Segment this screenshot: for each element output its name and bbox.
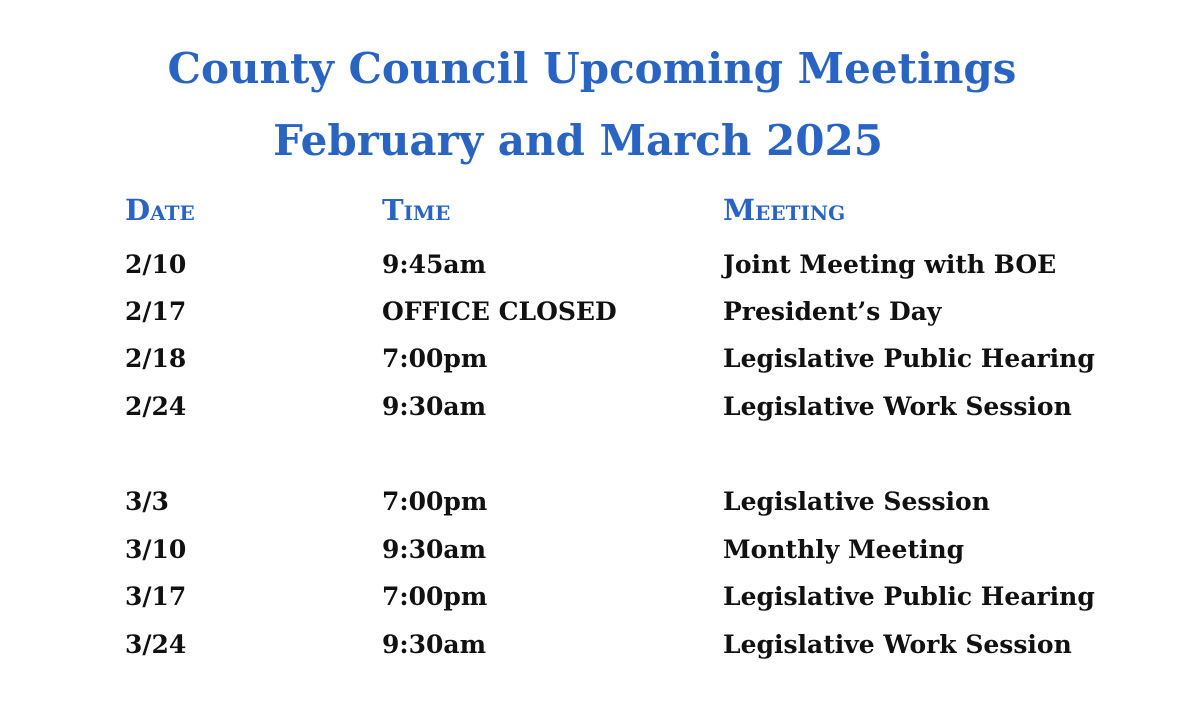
meeting-name: President’s Day [723, 297, 942, 326]
meeting-date: 2/18 [125, 344, 187, 373]
list-item [0, 580, 1200, 614]
list-item [0, 248, 1200, 282]
meeting-time: 7:00pm [382, 344, 488, 373]
meeting-date: 2/10 [125, 250, 187, 279]
meeting-name: Legislative Public Hearing [723, 582, 1095, 611]
meeting-header: Meeting [723, 193, 846, 227]
list-item [0, 628, 1200, 662]
meeting-date: 3/10 [125, 535, 187, 564]
list-item [0, 485, 1200, 519]
meeting-time: 9:30am [382, 392, 487, 421]
meeting-time: 7:00pm [382, 487, 488, 516]
list-item [0, 390, 1200, 424]
meeting-date: 3/24 [125, 630, 187, 659]
meeting-date: 3/3 [125, 487, 169, 516]
meeting-time: 7:00pm [382, 582, 488, 611]
time-header: Time [382, 193, 451, 227]
meeting-name: Monthly Meeting [723, 535, 965, 564]
meeting-time: 9:45am [382, 250, 487, 279]
meeting-time: OFFICE CLOSED [382, 297, 617, 326]
meeting-date: 2/24 [125, 392, 187, 421]
meeting-name: Legislative Work Session [723, 630, 1072, 659]
meeting-name: Joint Meeting with BOE [723, 250, 1057, 279]
meeting-time: 9:30am [382, 630, 487, 659]
list-item [0, 295, 1200, 329]
meeting-date: 2/17 [125, 297, 187, 326]
meeting-date: 3/17 [125, 582, 187, 611]
date-header: Date [125, 193, 195, 227]
list-item [0, 342, 1200, 376]
page-title: County Council Upcoming Meetings [167, 44, 1017, 93]
page-subtitle: February and March 2025 [273, 116, 883, 165]
list-item [0, 533, 1200, 567]
meeting-name: Legislative Public Hearing [723, 344, 1095, 373]
meeting-name: Legislative Work Session [723, 392, 1072, 421]
meeting-name: Legislative Session [723, 487, 990, 516]
meeting-time: 9:30am [382, 535, 487, 564]
